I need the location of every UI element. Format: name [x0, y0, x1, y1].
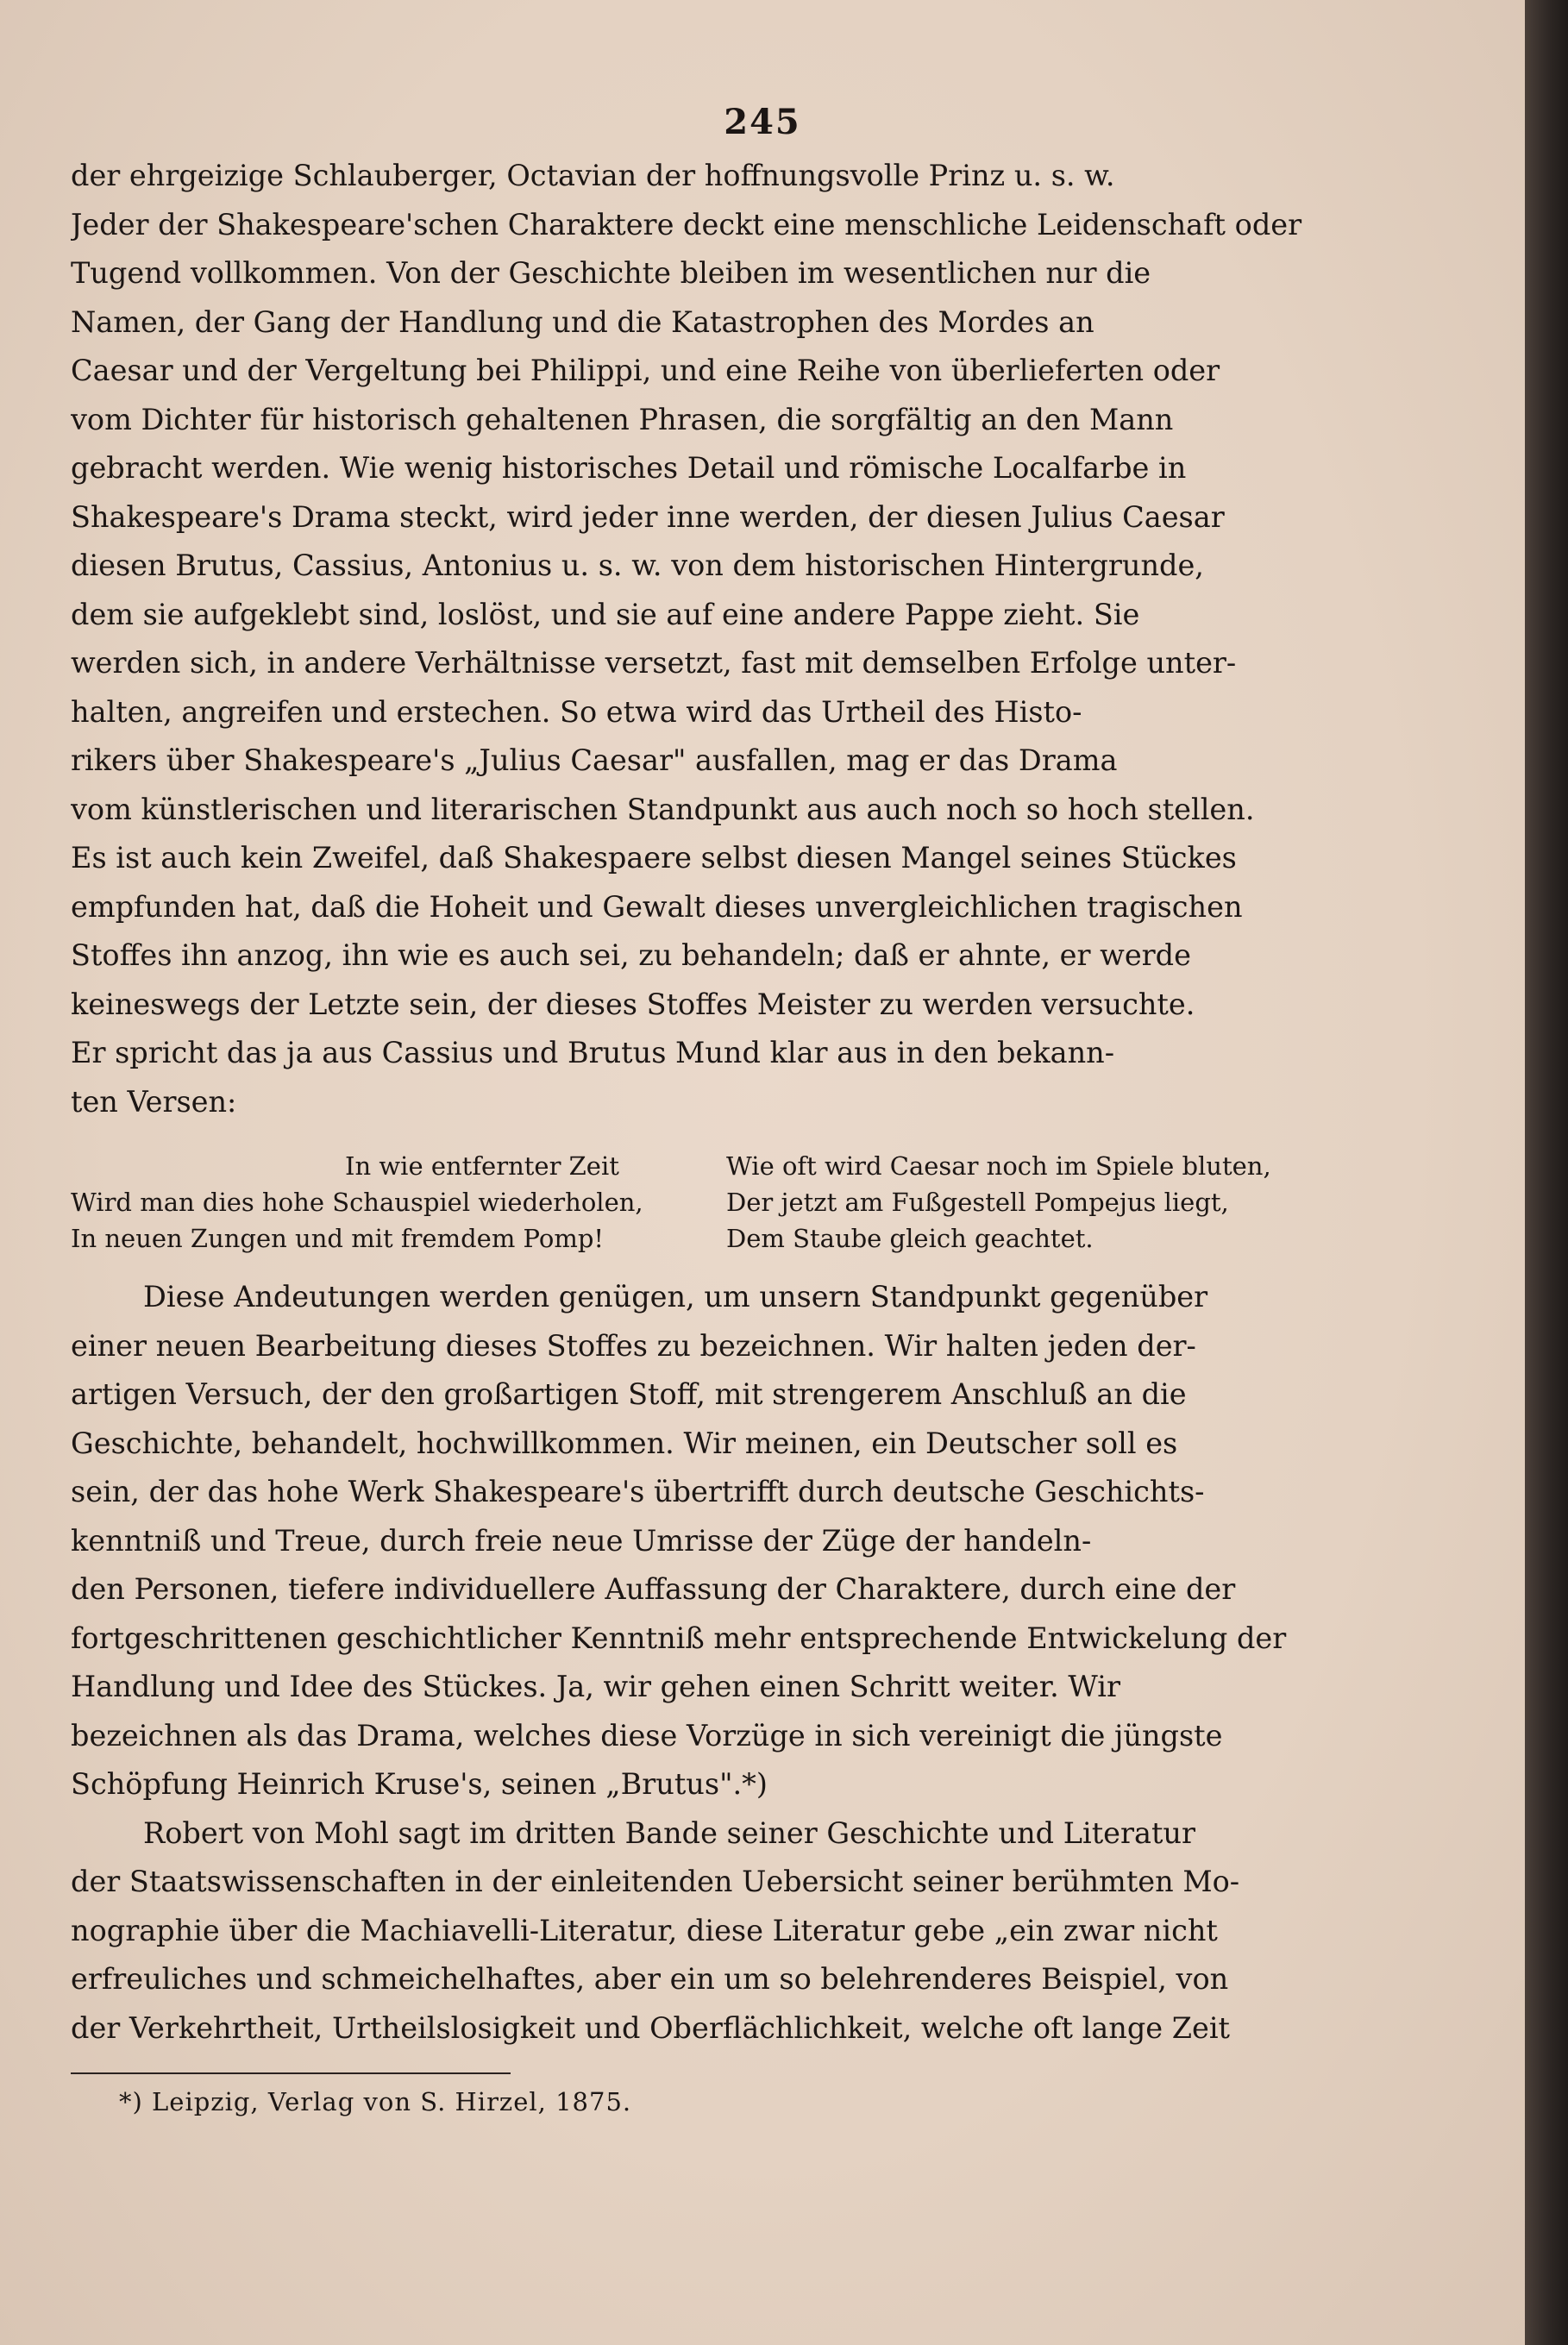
text-line: ten Versen:: [71, 1084, 237, 1119]
verse-line: In neuen Zungen und mit fremdem Pomp!: [71, 1224, 605, 1253]
text-line: kenntniß und Treue, durch freie neue Umrisse der Züge der handeln-: [71, 1523, 1092, 1558]
text-line: nographie über die Machiavelli-Literatur, diese Literatur gebe „ein zwar nicht: [71, 1913, 1218, 1947]
paragraph-2: [71, 1273, 1359, 1809]
text-line: Er spricht das ja aus Cassius und Brutus Mund klar aus in den bekann-: [71, 1036, 1115, 1069]
text-line: Jeder der Shakespeare'schen Charaktere deckt eine menschliche Leidenschaft oder: [71, 207, 1302, 241]
text-line: Handlung und Idee des Stückes. Ja, wir gehen einen Schritt weiter. Wir: [71, 1670, 1120, 1703]
text-line: Shakespeare's Drama steckt, wird jeder inne werden, der diesen Julius Caesar: [71, 499, 1225, 534]
text-line: halten, angreifen und erstechen. So etwa wird das Urtheil des Histo-: [71, 694, 1082, 729]
verse-column-left: [71, 1148, 726, 1257]
text-line: der Staatswissenschaften in der einleitenden Uebersicht seiner berühmten Mo-: [71, 1865, 1240, 1898]
text-line: dem sie aufgeklebt sind, loslöst, und sie auf eine andere Pappe zieht. Sie: [71, 597, 1140, 631]
text-line: vom Dichter für historisch gehaltenen Phrasen, die sorgfältig an den Mann: [71, 402, 1174, 436]
text-line: keineswegs der Letzte sein, der dieses Stoffes Meister zu werden versuchte.: [71, 987, 1195, 1021]
text-line: artigen Versuch, der den großartigen Stoff, mit strengerem Anschluß an die: [71, 1377, 1187, 1411]
verse-column-right: [726, 1148, 1364, 1257]
text-line: den Personen, tiefere individuellere Auffassung der Charaktere, durch eine der: [71, 1572, 1236, 1606]
text-line: Diese Andeutungen werden genügen, um unsern Standpunkt gegenüber: [143, 1280, 1208, 1314]
text-line: werden sich, in andere Verhältnisse versetzt, fast mit demselben Erfolge unter-: [71, 646, 1237, 680]
page-number: 245: [724, 102, 801, 142]
verse-line: In wie entfernter Zeit: [345, 1151, 619, 1181]
verse-line: Der jetzt am Fußgestell Pompejus liegt,: [726, 1188, 1229, 1217]
text-line: erfreuliches und schmeichelhaftes, aber ein um so belehrenderes Beispiel, von: [71, 1962, 1229, 1996]
text-line: der ehrgeizige Schlauberger, Octavian der hoffnungsvolle Prinz u. s. w.: [71, 159, 1115, 192]
book-edge: [1525, 0, 1568, 2345]
text-line: rikers über Shakespeare's „Julius Caesar" ausfallen, mag er das Drama: [71, 743, 1118, 777]
text-line: einer neuen Bearbeitung dieses Stoffes zu bezeichnen. Wir halten jeden der-: [71, 1328, 1196, 1363]
text-line: fortgeschrittenen geschichtlicher Kenntniß mehr entsprechende Entwickelung der: [71, 1621, 1287, 1655]
text-line: sein, der das hohe Werk Shakespeare's übertrifft durch deutsche Geschichts-: [71, 1475, 1205, 1508]
paragraphs-lower: [71, 1273, 1359, 2053]
text-line: empfunden hat, daß die Hoheit und Gewalt dieses unvergleichlichen tragischen: [71, 889, 1243, 924]
footnote-rule: [71, 2072, 511, 2074]
text-line: vom künstlerischen und literarischen Standpunkt aus auch noch so hoch stellen.: [71, 792, 1255, 826]
text-line: der Verkehrtheit, Urtheilslosigkeit und Oberflächlichkeit, welche oft lange Zeit: [71, 2010, 1231, 2045]
text-line: Schöpfung Heinrich Kruse's, seinen „Brutus".*): [71, 1767, 768, 1801]
text-line: diesen Brutus, Cassius, Antonius u. s. w. von dem historischen Hintergrunde,: [71, 549, 1204, 582]
text-line: Robert von Mohl sagt im dritten Bande seiner Geschichte und Literatur: [143, 1815, 1196, 1850]
text-line: Caesar und der Vergeltung bei Philippi, und eine Reihe von überlieferten oder: [71, 354, 1220, 387]
verse-line: Dem Staube gleich geachtet.: [726, 1224, 1094, 1253]
text-line: Geschichte, behandelt, hochwillkommen. Wir meinen, ein Deutscher soll es: [71, 1426, 1178, 1460]
text-line: Es ist auch kein Zweifel, daß Shakespaere selbst diesen Mangel seines Stückes: [71, 841, 1237, 875]
footnote: *) Leipzig, Verlag von S. Hirzel, 1875.: [119, 2087, 632, 2116]
text-line: bezeichnen als das Drama, welches diese Vorzüge in sich vereinigt die jüngste: [71, 1718, 1223, 1752]
paragraph-3: [71, 1809, 1359, 2053]
text-line: Tugend vollkommen. Von der Geschichte bleiben im wesentlichen nur die: [71, 256, 1151, 290]
text-line: Stoffes ihn anzog, ihn wie es auch sei, zu behandeln; daß er ahnte, er werde: [71, 938, 1191, 972]
verse-line: Wird man dies hohe Schauspiel wiederholen,: [71, 1188, 643, 1217]
verse-line: Wie oft wird Caesar noch im Spiele bluten,: [726, 1151, 1271, 1181]
paragraph-1: [71, 152, 1359, 1126]
text-line: gebracht werden. Wie wenig historisches Detail und römische Localfarbe in: [71, 451, 1187, 485]
text-line: Namen, der Gang der Handlung und die Katastrophen des Mordes an: [71, 304, 1094, 339]
